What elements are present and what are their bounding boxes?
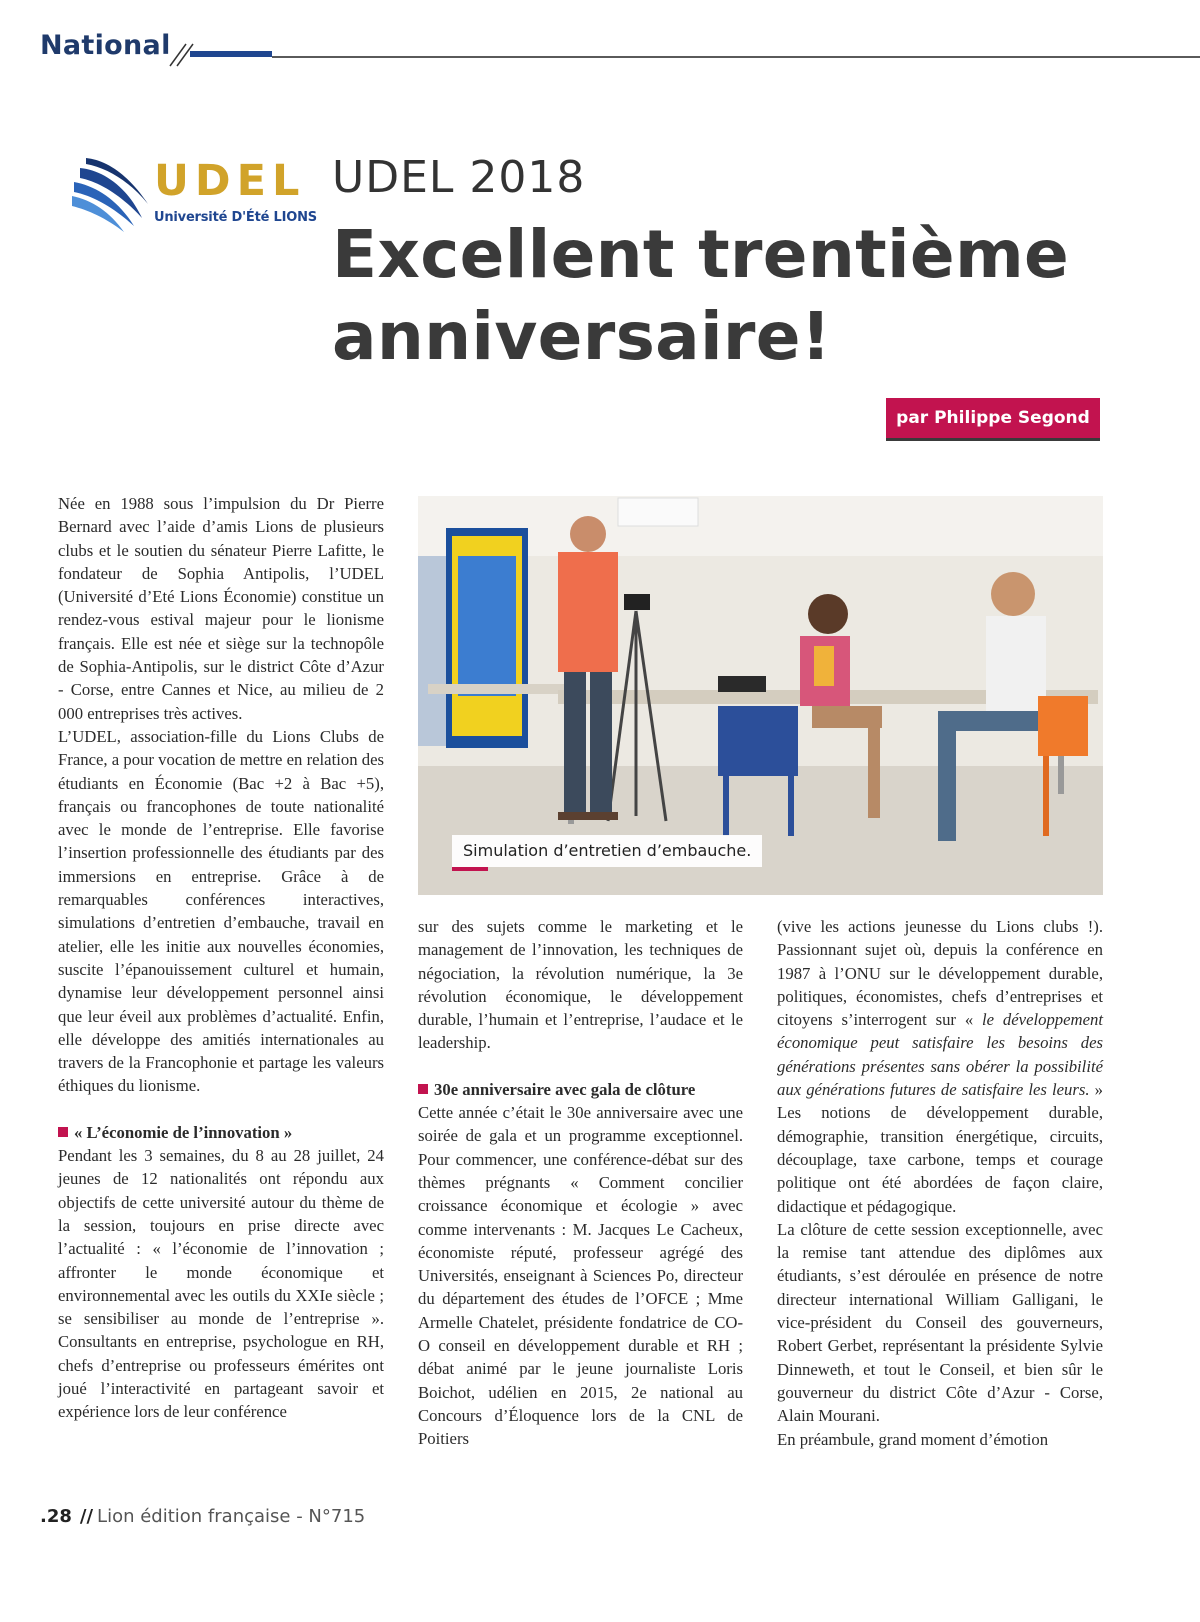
logo-wordmark: UDEL (154, 156, 306, 206)
paragraph-text: » Les notions de développement durable, démographie, transition énergétique, circuits, découplage, taxe carbone, temps et courage politique ont été abordées de façon claire, didactique et pédagogique. (777, 1080, 1104, 1216)
paragraph: Cette année c’était le 30e anniversaire avec une soirée de gala et un programme exceptionnel. Pour commencer, une conférence-débat sur des thèmes prégnants « Comment concilier croissance économique et écologie » avec comme intervenants : M. Jacques Le Cacheux, économiste réputé, professeur agrégé des Universités, enseignant à Sciences Po, directeur du département des études de l’OFCE ; Mme Armelle Chatelet, présidente fondatrice de CO-O conseil en développement durable et RH ; débat animé par le jeune journaliste Loris Boichot, udélien en 2015, 2e national au Concours d’Éloquence lors de la CNL de Poitiers (418, 1103, 743, 1449)
paragraph: La clôture de cette session exceptionnelle, avec la remise tant attendue des diplômes aux étudiants, s’est déroulée en présence de notre directeur international William Galligani, le vice-président du Conseil des gouverneurs, Robert Gerbet, représentant la présidente Sylvie Dinneweth, et tout le Conseil, et bien sûr le gouverneur du district Côte d’Azur - Corse, Alain Mourani. (777, 1219, 1103, 1426)
text-column-3 (777, 915, 1103, 1451)
subheading (58, 1121, 384, 1144)
article-headline: Excellent trentième anniversaire! (332, 216, 1070, 375)
caption-accent-bar (452, 867, 488, 871)
publication-name: Lion édition française - N°715 (97, 1506, 366, 1527)
paragraph: En préambule, grand moment d’émotion (777, 1429, 1049, 1449)
page-footer (40, 1506, 365, 1527)
subheading-text: 30e anniversaire avec gala de clôture (434, 1079, 696, 1099)
paragraph: Née en 1988 sous l’impulsion du Dr Pierre Bernard avec l’aide d’amis Lions de plusieurs clubs et le soutien du sénateur Pierre Lafitte, le fondateur de Sophia Antipolis, l’UDEL (Université d’Eté Lions Économie) constitue un rendez-vous estival majeur pour le lionisme français. Elle est née et siège sur la technopôle de Sophia-Antipolis, sur le district Côte d’Azur - Corse, entre Cannes et Nice, au milieu de 2 000 entreprises très actives. (58, 494, 384, 723)
subheading-text: « L’économie de l’innovation » (74, 1122, 293, 1142)
square-bullet-icon (418, 1084, 428, 1094)
udel-swoosh-icon (72, 156, 152, 234)
quotation: le développement économique peut satisfaire les besoins des générations présentes sans obérer la possibilité aux générations futures de satisfaire les leurs. (777, 1010, 1103, 1100)
paragraph: L’UDEL, association-fille du Lions Clubs de France, a pour vocation de mettre en relation des étudiants en Économie (Bac +2 à Bac +5), français ou francophones de toute nationalité avec le monde de l’entreprise. Elle favorise l’insertion professionnelle des étudiants par des immersions en entreprise. Grâce à de remarquables conférences interactives, simulations d’entretien d’embauche, travail en atelier, elle les initie aux nouvelles économies, suscite l’épanouissement culturel et humain, dynamise leur développement personnel ainsi que leur éveil aux problèmes d’actualité. Enfin, elle développe des amitiés internationales au travers de la Francophonie et partage les valeurs éthiques du lionisme. (58, 726, 384, 1096)
header-accent-bar (190, 51, 272, 57)
square-bullet-icon (58, 1127, 68, 1137)
byline-badge: par Philippe Segond (886, 398, 1100, 438)
page-number: .28 (40, 1506, 72, 1527)
footer-separator: // (79, 1506, 94, 1527)
subheading (418, 1078, 743, 1101)
logo-subtitle: Université D'Été LIONS (154, 210, 317, 225)
photo-caption: Simulation d’entretien d’embauche. (452, 835, 762, 867)
text-column-1 (58, 492, 384, 1424)
udel-logo (72, 156, 317, 236)
paragraph (777, 915, 1103, 1218)
header-rule (272, 56, 1200, 58)
paragraph: Pendant les 3 semaines, du 8 au 28 juillet, 24 jeunes de 12 nationalités ont répondu aux objectifs de cette université autour du thème de la session, toujours en prise directe avec l’actualité : « l’économie de l’innovation ; affronter le monde économique et environnemental avec les outils du XXIe siècle ; se sensibiliser au monde de l’entreprise ». Consultants en entreprise, psychologue en RH, chefs d’entreprise ou professeurs émérites ont joué l’interactivité en partageant savoir et expérience lors de leur conférence (58, 1146, 384, 1422)
section-label: National (40, 30, 171, 61)
byline-underline (886, 438, 1100, 441)
text-column-2 (418, 915, 743, 1451)
paragraph-text: (vive les actions jeunesse du Lions clubs !). Passionnant sujet où, depuis la conférence en 1987 à l’ONU sur le développement durable, politiques, économistes, chefs d’entreprises et citoyens s’interrogent sur « (777, 917, 1103, 1030)
paragraph: sur des sujets comme le marketing et le management de l’innovation, les techniques de négociation, la révolution numérique, la 3e révolution économique, le développement durable, l’humain et l’entreprise, l’audace et le leadership. (418, 917, 743, 1053)
article-kicker: UDEL 2018 (332, 152, 586, 203)
